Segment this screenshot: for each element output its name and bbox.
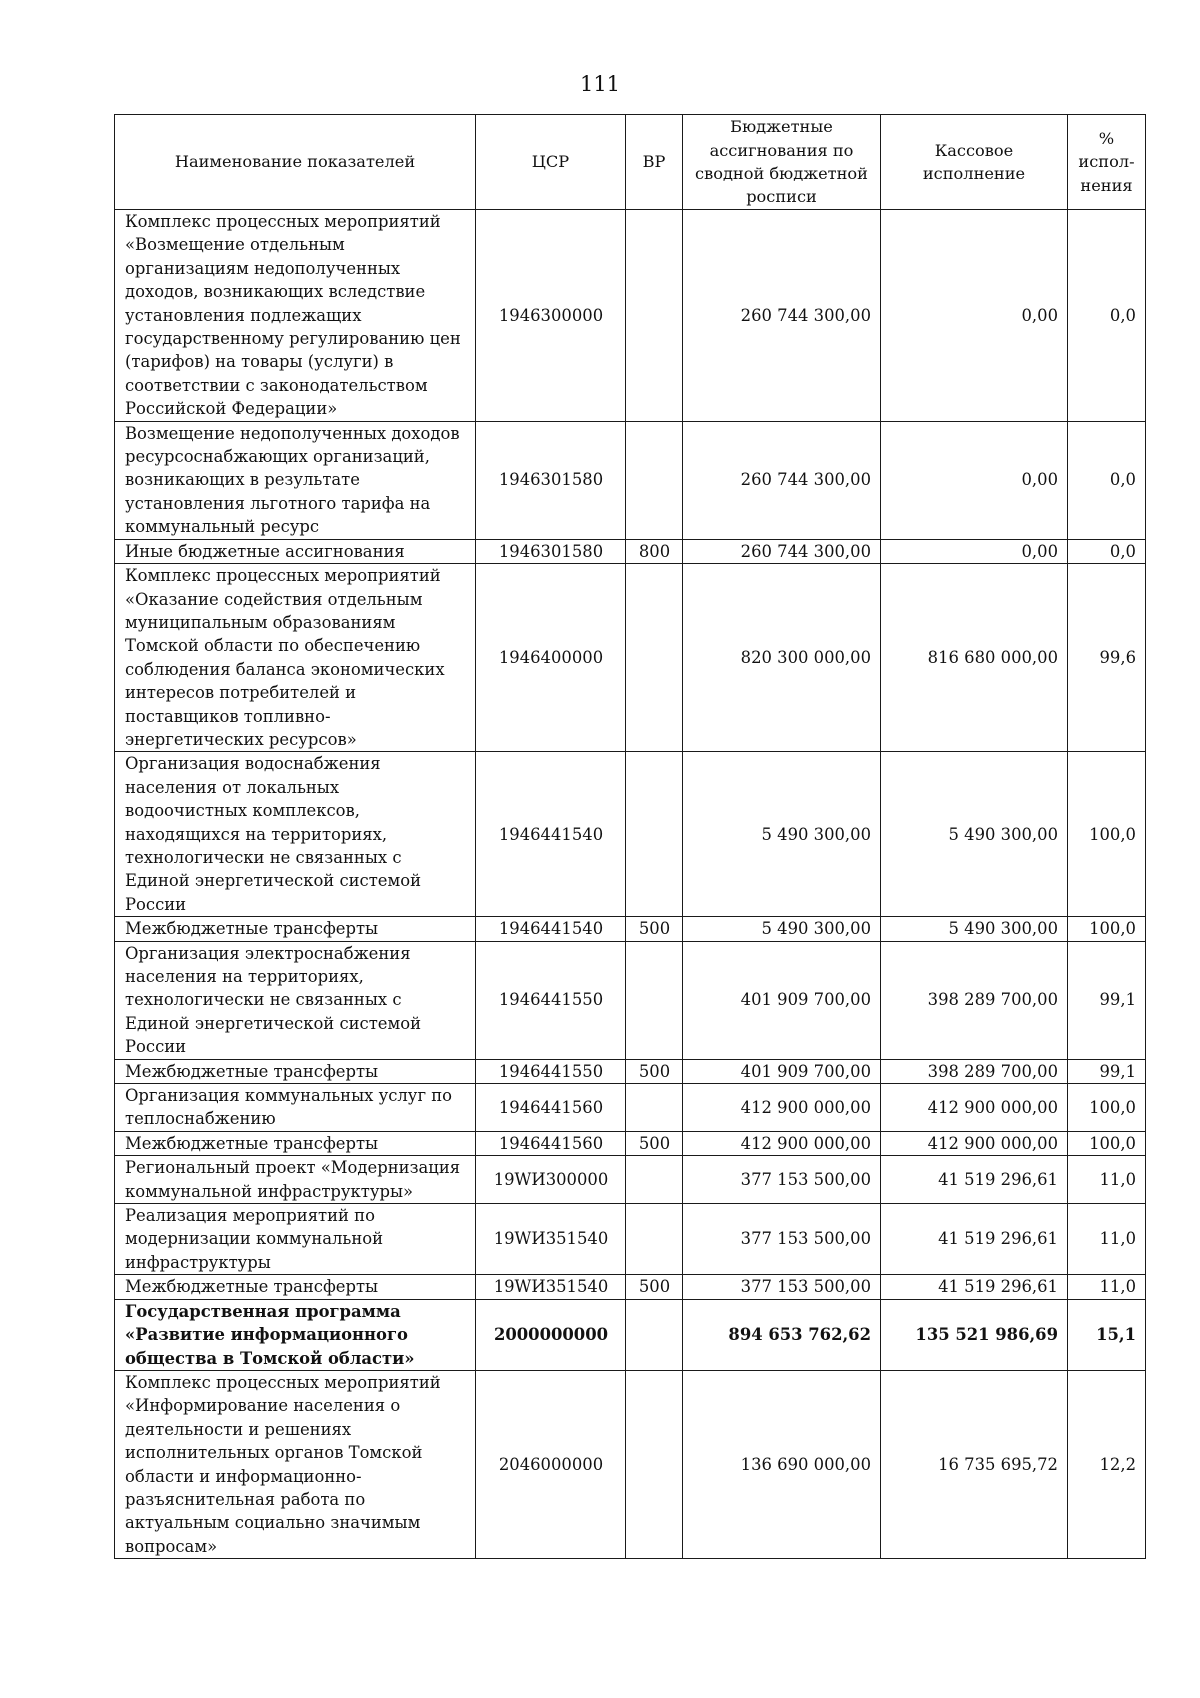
cell-name: Межбюджетные трансферты bbox=[115, 1131, 476, 1155]
cell-name: Реализация мероприятий по модернизации коммунальной инфраструктуры bbox=[115, 1204, 476, 1275]
header-cash: Кассовое исполнение bbox=[881, 115, 1068, 210]
cell-percent: 0,0 bbox=[1068, 210, 1146, 422]
table-row bbox=[115, 210, 1146, 422]
cell-name: Межбюджетные трансферты bbox=[115, 917, 476, 941]
cell-budget: 260 744 300,00 bbox=[683, 421, 881, 539]
cell-vr bbox=[626, 1204, 683, 1275]
cell-cash: 41 519 296,61 bbox=[881, 1204, 1068, 1275]
cell-vr bbox=[626, 941, 683, 1059]
cell-percent: 11,0 bbox=[1068, 1156, 1146, 1204]
table-row bbox=[115, 421, 1146, 539]
table-row bbox=[115, 1370, 1146, 1558]
cell-cash: 816 680 000,00 bbox=[881, 564, 1068, 752]
cell-budget: 5 490 300,00 bbox=[683, 752, 881, 917]
cell-percent: 99,1 bbox=[1068, 1059, 1146, 1083]
table-row bbox=[115, 941, 1146, 1059]
cell-name: Комплекс процессных мероприятий «Оказание содействия отдельным муниципальным образованиям Томской области по обеспечению соблюдения баланса экономических интересов потребителей и поставщиков топливно-энергетических ресурсов» bbox=[115, 564, 476, 752]
cell-csr: 1946441560 bbox=[476, 1084, 626, 1132]
cell-percent: 100,0 bbox=[1068, 1084, 1146, 1132]
table-row bbox=[115, 1275, 1146, 1299]
table-row bbox=[115, 1084, 1146, 1132]
cell-vr: 500 bbox=[626, 1275, 683, 1299]
cell-cash: 0,00 bbox=[881, 539, 1068, 563]
cell-percent: 100,0 bbox=[1068, 752, 1146, 917]
table-row bbox=[115, 1204, 1146, 1275]
header-budget: Бюджетные ассигнования по сводной бюджетной росписи bbox=[683, 115, 881, 210]
cell-percent: 15,1 bbox=[1068, 1299, 1146, 1370]
header-vr: ВР bbox=[626, 115, 683, 210]
cell-cash: 41 519 296,61 bbox=[881, 1156, 1068, 1204]
cell-name: Организация электроснабжения населения на территориях, технологически не связанных с Единой энергетической системой России bbox=[115, 941, 476, 1059]
cell-csr: 1946441550 bbox=[476, 941, 626, 1059]
cell-budget: 412 900 000,00 bbox=[683, 1131, 881, 1155]
cell-csr: 2046000000 bbox=[476, 1370, 626, 1558]
cell-vr bbox=[626, 421, 683, 539]
cell-name: Государственная программа «Развитие информационного общества в Томской области» bbox=[115, 1299, 476, 1370]
cell-csr: 19WИ351540 bbox=[476, 1275, 626, 1299]
header-name: Наименование показателей bbox=[115, 115, 476, 210]
cell-budget: 377 153 500,00 bbox=[683, 1156, 881, 1204]
table-row bbox=[115, 752, 1146, 917]
cell-vr bbox=[626, 1084, 683, 1132]
cell-cash: 135 521 986,69 bbox=[881, 1299, 1068, 1370]
cell-cash: 398 289 700,00 bbox=[881, 1059, 1068, 1083]
cell-budget: 820 300 000,00 bbox=[683, 564, 881, 752]
cell-cash: 16 735 695,72 bbox=[881, 1370, 1068, 1558]
cell-vr: 500 bbox=[626, 1131, 683, 1155]
cell-csr: 1946441540 bbox=[476, 917, 626, 941]
table-row bbox=[115, 917, 1146, 941]
cell-percent: 100,0 bbox=[1068, 1131, 1146, 1155]
cell-vr bbox=[626, 1299, 683, 1370]
cell-name: Организация коммунальных услуг по теплоснабжению bbox=[115, 1084, 476, 1132]
cell-name: Региональный проект «Модернизация коммунальной инфраструктуры» bbox=[115, 1156, 476, 1204]
table-row bbox=[115, 1131, 1146, 1155]
cell-cash: 0,00 bbox=[881, 210, 1068, 422]
cell-csr: 1946300000 bbox=[476, 210, 626, 422]
table-row bbox=[115, 1299, 1146, 1370]
page-number: 111 bbox=[579, 72, 621, 96]
cell-percent: 100,0 bbox=[1068, 917, 1146, 941]
cell-budget: 401 909 700,00 bbox=[683, 941, 881, 1059]
cell-name: Межбюджетные трансферты bbox=[115, 1059, 476, 1083]
cell-vr bbox=[626, 1156, 683, 1204]
cell-budget: 412 900 000,00 bbox=[683, 1084, 881, 1132]
cell-budget: 260 744 300,00 bbox=[683, 210, 881, 422]
cell-csr: 1946301580 bbox=[476, 539, 626, 563]
table-row bbox=[115, 1156, 1146, 1204]
cell-budget: 136 690 000,00 bbox=[683, 1370, 881, 1558]
cell-vr bbox=[626, 210, 683, 422]
cell-name: Комплекс процессных мероприятий «Возмещение отдельным организациям недополученных доходов, возникающих вследствие установления подлежащих государственному регулированию цен (тарифов) на товары (услуги) в соответствии с законодательством Российской Федерации» bbox=[115, 210, 476, 422]
cell-percent: 11,0 bbox=[1068, 1275, 1146, 1299]
cell-percent: 99,6 bbox=[1068, 564, 1146, 752]
cell-budget: 894 653 762,62 bbox=[683, 1299, 881, 1370]
table-body bbox=[115, 210, 1146, 1559]
cell-vr: 500 bbox=[626, 917, 683, 941]
cell-cash: 412 900 000,00 bbox=[881, 1084, 1068, 1132]
cell-vr bbox=[626, 1370, 683, 1558]
header-csr: ЦСР bbox=[476, 115, 626, 210]
cell-percent: 11,0 bbox=[1068, 1204, 1146, 1275]
cell-percent: 12,2 bbox=[1068, 1370, 1146, 1558]
cell-csr: 1946441560 bbox=[476, 1131, 626, 1155]
cell-csr: 1946301580 bbox=[476, 421, 626, 539]
cell-cash: 412 900 000,00 bbox=[881, 1131, 1068, 1155]
cell-cash: 41 519 296,61 bbox=[881, 1275, 1068, 1299]
cell-vr bbox=[626, 564, 683, 752]
cell-csr: 1946441540 bbox=[476, 752, 626, 917]
table-header-row bbox=[115, 115, 1146, 210]
table-row bbox=[115, 1059, 1146, 1083]
cell-budget: 401 909 700,00 bbox=[683, 1059, 881, 1083]
cell-percent: 0,0 bbox=[1068, 421, 1146, 539]
cell-csr: 19WИ300000 bbox=[476, 1156, 626, 1204]
table-row bbox=[115, 539, 1146, 563]
cell-name: Иные бюджетные ассигнования bbox=[115, 539, 476, 563]
cell-name: Возмещение недополученных доходов ресурсоснабжающих организаций, возникающих в результате установления льготного тарифа на коммунальный ресурс bbox=[115, 421, 476, 539]
cell-percent: 99,1 bbox=[1068, 941, 1146, 1059]
cell-budget: 377 153 500,00 bbox=[683, 1204, 881, 1275]
cell-cash: 398 289 700,00 bbox=[881, 941, 1068, 1059]
cell-budget: 5 490 300,00 bbox=[683, 917, 881, 941]
cell-percent: 0,0 bbox=[1068, 539, 1146, 563]
cell-budget: 377 153 500,00 bbox=[683, 1275, 881, 1299]
cell-csr: 1946400000 bbox=[476, 564, 626, 752]
cell-cash: 5 490 300,00 bbox=[881, 917, 1068, 941]
cell-cash: 5 490 300,00 bbox=[881, 752, 1068, 917]
cell-vr: 800 bbox=[626, 539, 683, 563]
header-percent: % испол-нения bbox=[1068, 115, 1146, 210]
cell-csr: 19WИ351540 bbox=[476, 1204, 626, 1275]
cell-name: Межбюджетные трансферты bbox=[115, 1275, 476, 1299]
cell-budget: 260 744 300,00 bbox=[683, 539, 881, 563]
budget-execution-table bbox=[114, 114, 1146, 1559]
cell-csr: 1946441550 bbox=[476, 1059, 626, 1083]
cell-csr: 2000000000 bbox=[476, 1299, 626, 1370]
cell-vr bbox=[626, 752, 683, 917]
cell-name: Комплекс процессных мероприятий «Информирование населения о деятельности и решениях исполнительных органов Томской области и информационно-разъяснительная работа по актуальным социально значимым вопросам» bbox=[115, 1370, 476, 1558]
cell-cash: 0,00 bbox=[881, 421, 1068, 539]
table-row bbox=[115, 564, 1146, 752]
cell-vr: 500 bbox=[626, 1059, 683, 1083]
cell-name: Организация водоснабжения населения от локальных водоочистных комплексов, находящихся на территориях, технологически не связанных с Единой энергетической системой России bbox=[115, 752, 476, 917]
